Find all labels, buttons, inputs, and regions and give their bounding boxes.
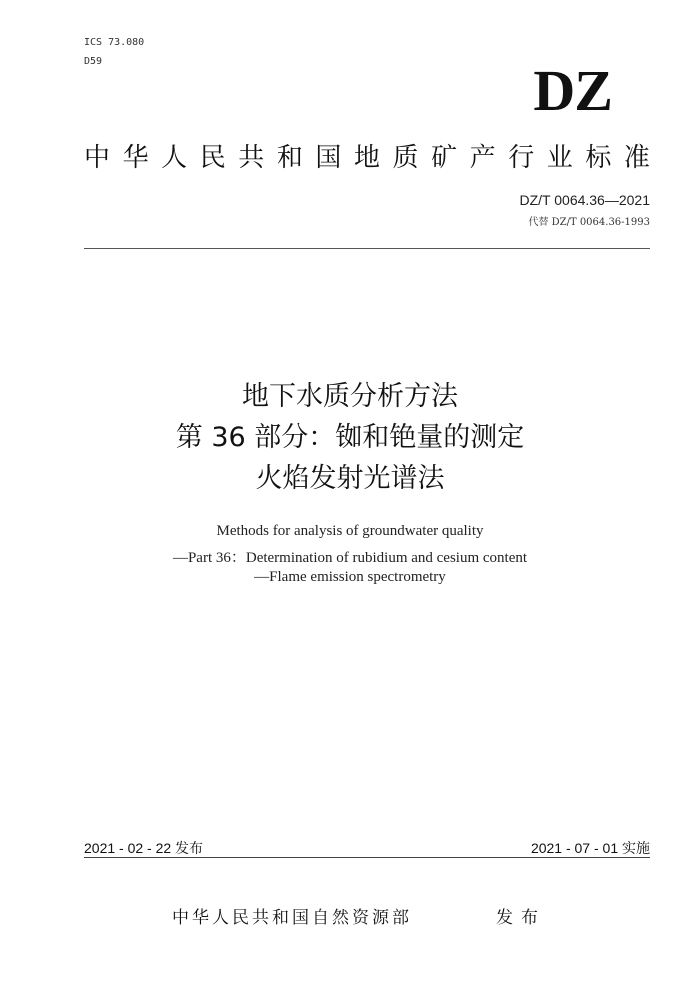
issuing-authority: 中华人民共和国自然资源部: [172, 908, 412, 928]
industry-char: 业: [546, 143, 573, 173]
footer-divider: [84, 857, 650, 858]
en-title-line-3: —Flame emission spectrometry: [254, 569, 446, 585]
en-title-line-1: Methods for analysis of groundwater quality: [216, 523, 484, 539]
industry-char: 产: [469, 143, 496, 173]
publish-date: 2021 - 02 - 22 发布: [84, 840, 204, 856]
industry-char: 人: [161, 143, 188, 173]
industry-char: 准: [623, 143, 650, 173]
standard-number: DZ/T 0064.36—2021: [519, 192, 650, 208]
industry-char: 标: [585, 143, 612, 173]
industry-char: 行: [508, 143, 535, 173]
en-title-line-2: —Part 36：Determination of rubidium and cesium content: [172, 550, 528, 566]
industry-char: 共: [238, 143, 265, 173]
header-divider: [84, 248, 650, 249]
cn-title-line-2: 第 36 部分：铷和铯量的测定: [175, 422, 525, 453]
implementation-date: 2021 - 07 - 01 实施: [530, 840, 650, 856]
dz-logo: DZ: [533, 58, 612, 123]
industry-char: 民: [199, 143, 226, 173]
replaces-standard: 代替 DZ/T 0064.36-1993: [528, 217, 650, 228]
issue-label: 发布: [496, 908, 546, 928]
industry-char: 华: [122, 143, 149, 173]
industry-char: 中: [84, 143, 111, 173]
cn-title-line-3: 火焰发射光谱法: [255, 463, 445, 494]
industry-char: 和: [276, 143, 303, 173]
cn-title-line-1: 地下水质分析方法: [242, 381, 458, 412]
ics-code: ICS 73.080: [84, 37, 145, 48]
industry-char: 质: [392, 143, 419, 173]
industry-char: 矿: [431, 143, 458, 173]
industry-char: 国: [315, 143, 342, 173]
industry-char: 地: [353, 143, 380, 173]
industry-standard-title: [84, 137, 650, 174]
ccs-code: D59: [84, 56, 103, 67]
